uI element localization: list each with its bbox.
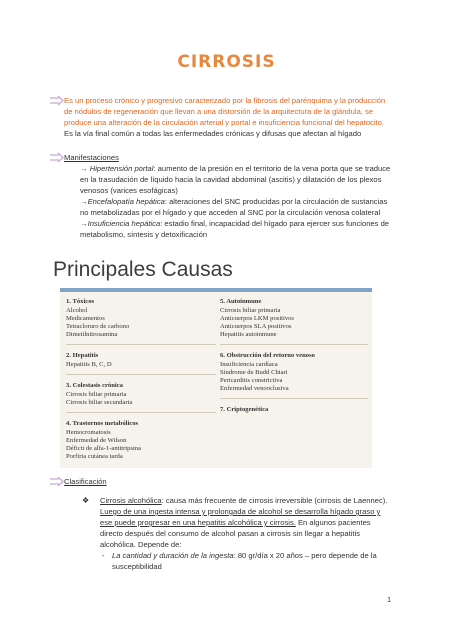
cause-group [220,406,368,420]
manifestacion-label: →Insuficiencia hepática [80,219,161,228]
manifestacion-text: : aumento de la presión en el territorio de la vena porta que se traduce en la trasudación de líquido hacia la cavidad abdominal (ascitis) y dilatación de los plexos venosos (varices esofágicas) [80,164,391,195]
classification-bullet [64,495,394,550]
cause-group-title: 4. Trastornos metabólicos [66,420,139,427]
cause-item: Cirrosis biliar primaria [220,307,281,314]
cause-group-title: 1. Tóxicos [66,298,95,305]
cause-item: Medicamentos [66,315,105,322]
manifestacion-label: →Encefalopatía hepática [80,197,165,206]
causes-table [60,288,372,468]
cause-item: Cirrosis biliar primaria [66,391,127,398]
cause-item: Alcohol [66,307,88,314]
manifestacion-text: : alteraciones del SNC producidas por la circulación de sustancias no metabolizadas por el hígado y que acceden al SNC por la circulación venosa colateral [80,197,388,217]
cause-item: Hepatitis B, C, D [66,361,112,368]
cause-group-title: 3. Colestasis crónica [66,382,123,389]
cause-item: Enfermedad de Wilson [66,437,127,444]
cause-item: Pericarditis constrictiva [220,377,283,384]
cause-group-title: 7. Criptogenética [220,406,269,413]
cause-group [66,352,216,375]
cause-item: Porfiria cutánea tarda [66,453,123,460]
manifestaciones-section [64,152,394,240]
cause-item: Anticuerpos SLA positivos [220,323,292,330]
cause-group [66,420,216,466]
manifestacion-label: → Hipertensión portal [80,164,154,173]
cause-item: Insuficiencia cardíaca [220,361,278,368]
diamond-bullet-icon: ❖ [82,496,90,505]
subitem-text: : 80 gr/día x 20 años – pero depende de la susceptibilidad [112,551,377,571]
clasificacion-section [64,476,394,572]
manifestaciones-heading: Manifestaciones [64,153,119,162]
cause-item: Dimetilnitrosamina [66,331,118,338]
dash-bullet-icon: - [102,551,105,560]
clasificacion-heading: Clasificación [64,477,107,486]
cause-group [66,382,216,413]
bullet-label: Cirrosis alcohólica [100,496,162,505]
cause-item: Tetracloruro de carbono [66,323,130,330]
manifestacion-item [64,163,394,196]
cause-group-title: 6. Obstrucción del retorno venoso [220,352,315,359]
subitem-label: La cantidad y duración de la ingesta [112,551,234,560]
bullet-underlined-text: Luego de una ingesta intensa y prolongada de alcohol se desarrolla hígado graso y ese puede progresar en una hepatitis alcohólica y cirrosis. [100,507,381,527]
double-arrow-icon [50,95,64,106]
manifestacion-text: : estadio final, incapacidad del hígado para ejercer sus funciones de metabolismo, síntesis y detoxificación [80,219,390,239]
cause-item: Cirrosis biliar secundaria [66,399,133,406]
bullet-text: : causa más frecuente de cirrosis irreversible (cirrosis de Laennec). [161,496,388,505]
cause-item: Síndrome de Budd Chiari [220,369,288,376]
causes-column-right [220,298,368,427]
causes-column-left [66,298,216,473]
double-arrow-icon [50,152,64,163]
intro-paragraph [64,95,394,139]
cause-item: Enfermedad venooclusiva [220,385,289,392]
intro-highlight: Es un proceso crónico y progresivo caracterizado por la fibrosis del parénquima y la producción de nódulos de regeneración que llevan a una distorsión de la arquitectura de la glándula, se produce una alteración de la circulación arterial y portal e insuficiencia funcional del hepatocito. [64,96,386,127]
cause-group [220,298,368,345]
manifestacion-item [64,218,394,240]
cause-item: Déficit de alfa-1-antitripsina [66,445,142,452]
intro-rest: Es la vía final común a todas las enfermedades crónicas y difusas que afectan al hígado [64,129,362,138]
cause-group-title: 2. Hepatitis [66,352,99,359]
page-number: 1 [387,597,391,604]
cause-item: Anticuerpos LKM positivos [220,315,294,322]
classification-subitem [64,550,394,572]
cause-item: Hemocromatosis [66,429,111,436]
page-title: CIRROSIS [177,52,276,72]
causes-heading: Principales Causas [53,258,233,281]
manifestacion-item [64,196,394,218]
cause-group [66,298,216,345]
cause-group [220,352,368,399]
cause-item: Hepatitis autoinmune [220,331,277,338]
bullet-text: En algunos pacientes directo después del consumo de alcohol pasan a cirrosis sin llegar a hepatitis alcohólica. Depende de: [100,518,371,549]
cause-group-title: 5. Autoinmune [220,298,262,305]
double-arrow-icon [50,476,64,487]
